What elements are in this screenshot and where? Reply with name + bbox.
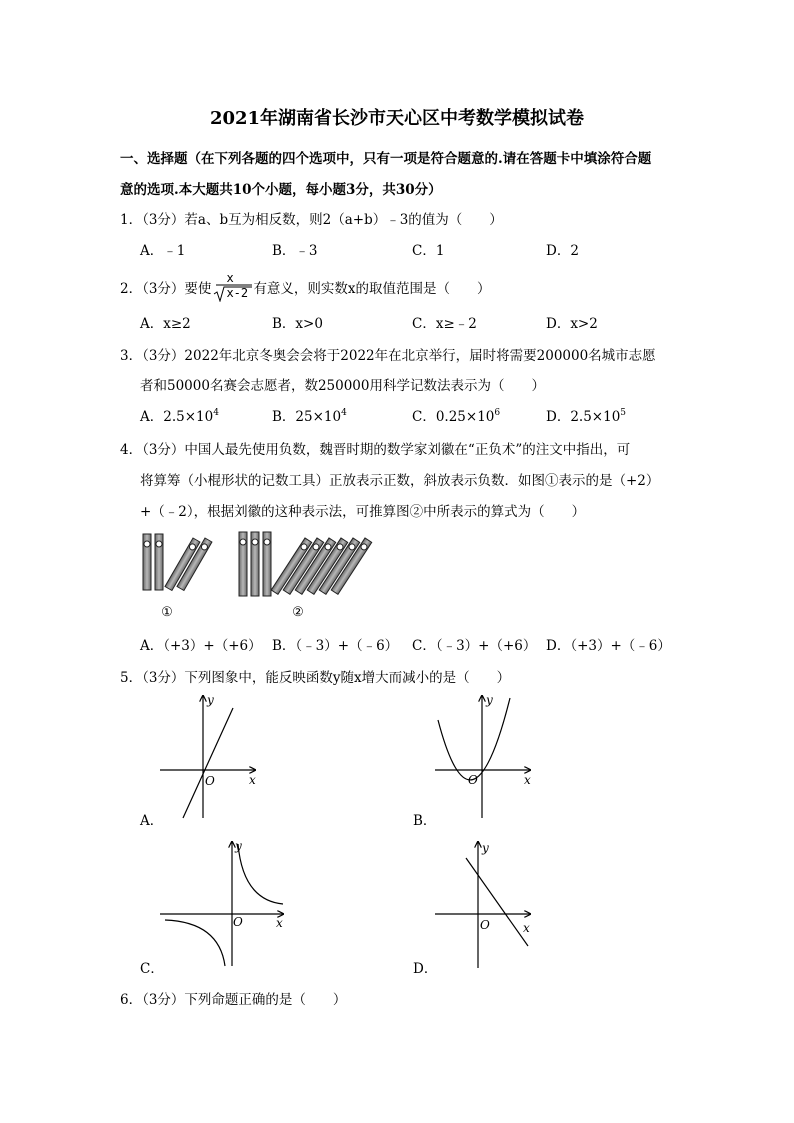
svg-text:x: x bbox=[523, 921, 530, 935]
q2-suffix: 有意义，则实数x的取值范围是（ ） bbox=[253, 281, 491, 297]
q2-fraction bbox=[212, 272, 252, 302]
svg-text:y: y bbox=[482, 841, 489, 855]
q6-stem: 6．（3分）下列命题正确的是（ ） bbox=[120, 992, 347, 1008]
q2-option-a: A．x≥2 bbox=[140, 316, 191, 332]
q3-stem-line-2: 者和50000名赛会志愿者，数250000用科学记数法表示为（ ） bbox=[140, 378, 545, 394]
q1-option-c: C．1 bbox=[412, 243, 445, 259]
q5-option-c: C． bbox=[140, 961, 164, 977]
q3-option-d: D．$2.5\times 10^5$ bbox=[546, 408, 627, 425]
q4-stem-line-2: 将算筹（小棍形状的记数工具）正放表示正数，斜放表示负数．如图①表示的是（+2） bbox=[140, 473, 660, 489]
q2-denominator: x-2 bbox=[226, 286, 249, 300]
q2-stem bbox=[120, 272, 491, 302]
page-title: 2021年湖南省长沙市天心区中考数学模拟试卷 bbox=[209, 108, 585, 129]
q2-option-c: C．x≥﹣2 bbox=[412, 316, 477, 332]
section-heading-line-1: 一、选择题（在下列各题的四个选项中，只有一项是符合题意的.请在答题卡中填涂符合题 bbox=[120, 151, 652, 167]
graph-d bbox=[430, 838, 540, 970]
counting-rods-figures bbox=[135, 528, 395, 623]
q1-option-b: B．﹣3 bbox=[272, 243, 318, 259]
q1-stem: 1．（3分）若a、b互为相反数，则2（a+b）﹣3的值为（ ） bbox=[120, 212, 503, 228]
figure-1-rods bbox=[143, 534, 212, 590]
q2-prefix: 2．（3分）要使 bbox=[120, 281, 212, 297]
q5-option-a: A． bbox=[140, 813, 164, 829]
q5-option-d: D． bbox=[413, 961, 438, 977]
q4-stem-line-1: 4．（3分）中国人最先使用负数，魏晋时期的数学家刘徽在“正负术”的注文中指出，可 bbox=[120, 442, 631, 458]
q1-option-a: A．﹣1 bbox=[140, 243, 186, 259]
upright-rod bbox=[155, 534, 163, 590]
svg-text:x: x bbox=[249, 773, 256, 787]
q2-option-b: B．x>0 bbox=[272, 316, 323, 332]
figure-2-rods bbox=[239, 532, 372, 596]
q1-option-d: D．2 bbox=[546, 243, 579, 259]
svg-text:O: O bbox=[480, 918, 490, 932]
svg-text:y: y bbox=[486, 693, 493, 707]
upright-rod bbox=[239, 532, 247, 596]
graph-a bbox=[155, 690, 265, 820]
q3-option-c: C．$0.25\times 10^6$ bbox=[412, 408, 501, 425]
svg-text:y: y bbox=[235, 839, 242, 853]
q4-option-c: C．（﹣3）+（+6） bbox=[412, 638, 537, 654]
figure-2-label: ② bbox=[292, 605, 304, 620]
svg-text:O: O bbox=[468, 773, 478, 787]
svg-text:O: O bbox=[233, 915, 243, 929]
q4-option-a: A．（+3）+（+6） bbox=[140, 638, 262, 654]
upright-rod bbox=[263, 532, 271, 596]
figure-1-label: ① bbox=[161, 605, 173, 620]
svg-text:x: x bbox=[276, 916, 283, 930]
q4-option-b: B．（﹣3）+（﹣6） bbox=[272, 638, 399, 654]
svg-text:O: O bbox=[205, 774, 215, 788]
section-heading-line-2: 意的选项.本大题共10个小题，每小题3分，共30分） bbox=[120, 182, 442, 198]
q3-option-a: A．$2.5\times 10^4$ bbox=[140, 408, 219, 425]
q4-stem-line-3: +（﹣2），根据刘徽的这种表示法，可推算图②中所表示的算式为（ ） bbox=[140, 504, 586, 520]
graph-c bbox=[155, 838, 295, 968]
upright-rod bbox=[251, 532, 259, 596]
graph-b bbox=[430, 690, 540, 820]
upright-rod bbox=[143, 534, 151, 590]
q3-stem-line-1: 3．（3分）2022年北京冬奥会会将于2022年在北京举行，届时将需要200000名城市志愿 bbox=[120, 348, 656, 364]
q5-option-b: B． bbox=[413, 813, 437, 829]
q5-stem: 5．（3分）下列图象中，能反映函数y随x增大而减小的是（ ） bbox=[120, 670, 511, 686]
svg-text:y: y bbox=[207, 693, 214, 707]
q4-option-d: D．（+3）+（﹣6） bbox=[546, 638, 671, 654]
q3-option-b: B．$25\times 10^4$ bbox=[272, 408, 347, 425]
q2-numerator: x bbox=[226, 271, 234, 285]
q2-option-d: D．x>2 bbox=[546, 316, 598, 332]
svg-text:x: x bbox=[524, 773, 531, 787]
